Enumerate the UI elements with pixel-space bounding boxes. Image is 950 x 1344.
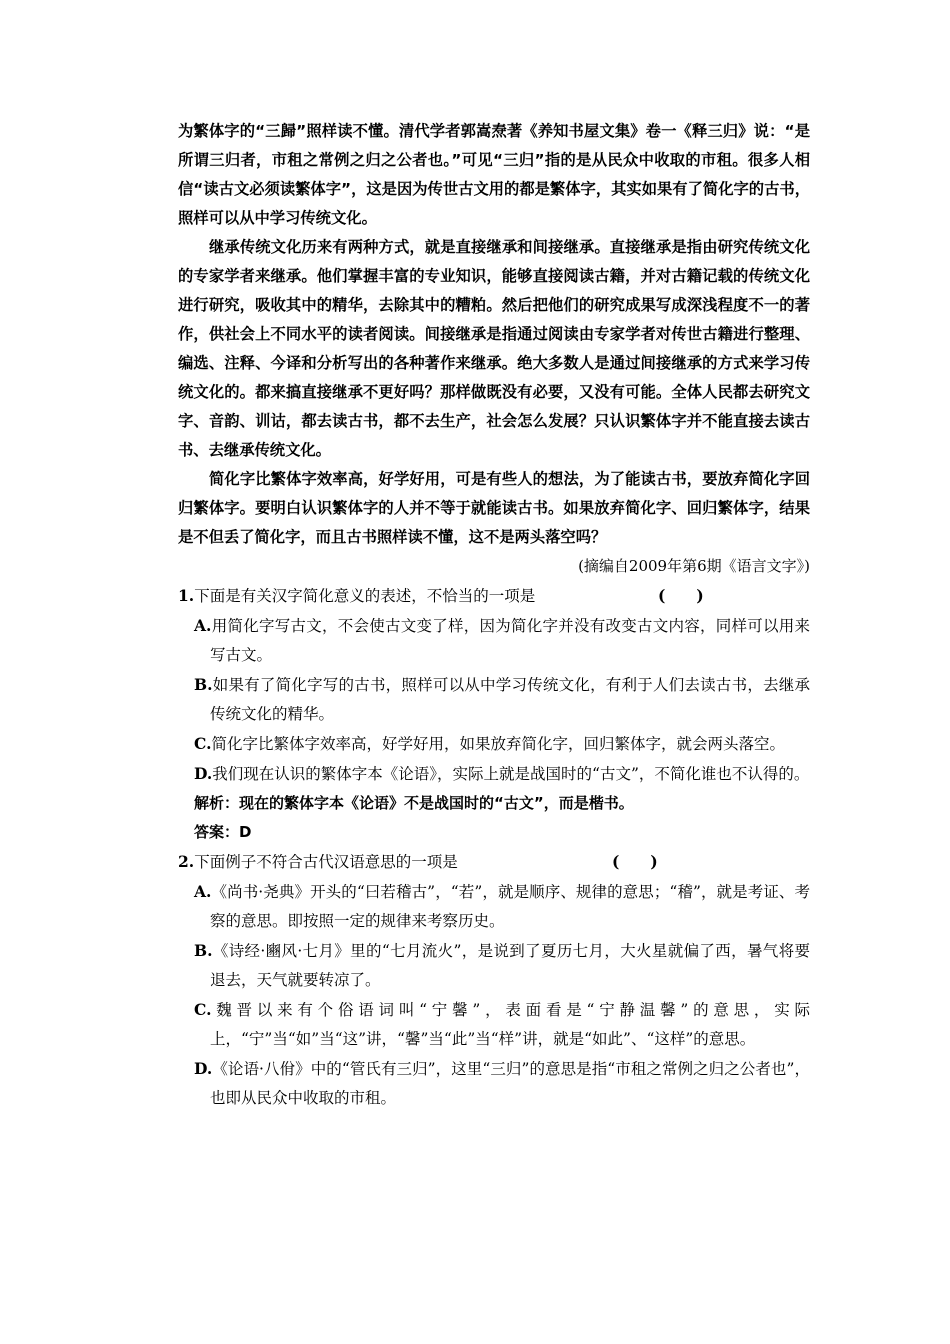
passage-source: (摘编自2009年第6期《语言文字》) xyxy=(578,557,810,575)
passage-paragraph: 简化字比繁体字效率高，好学好用，可是有些人的想法，为了能读古书，要放弃简化字回归繁体字。要明白认识繁体字的人并不等于就能读古书。如果放弃简化字、回归繁体字，结果是不但丢了简化字，而且古书照样读不懂，这不是两头落空吗？ xyxy=(178,470,810,546)
option-text: 简化字比繁体字效率高，好学好用，如果放弃简化字，回归繁体字，就会两头落空。 xyxy=(211,735,785,753)
option-text: 《论语·八佾》中的“管氏有三归”，这里“三归”的意思是指“市租之常例之归之公者也”，也即从民众中收取的市租。 xyxy=(210,1060,810,1107)
answer-text: 答案：D xyxy=(194,823,252,841)
question-number: 2. xyxy=(178,852,195,871)
option-letter: D. xyxy=(194,1059,213,1078)
option-letter: C. xyxy=(194,734,212,753)
question-stem xyxy=(178,581,810,611)
option-letter: A. xyxy=(194,616,212,635)
option-b xyxy=(194,670,810,729)
option-text: 如果有了简化字写的古书，照样可以从中学习传统文化，有利于人们去读古书，去继承传统文化的精华。 xyxy=(210,676,810,723)
option-c xyxy=(194,995,810,1054)
question-2 xyxy=(178,847,810,1113)
question-1 xyxy=(178,581,810,847)
question-text: 下面例子不符合古代汉语意思的一项是 xyxy=(194,853,458,871)
passage-paragraph: 为繁体字的“三歸”照样读不懂。清代学者郭嵩焘著《养知书屋文集》卷一《释三归》说：“是所谓三归者，市租之常例之归之公者也。”可见“三归”指的是从民众中收取的市租。很多人相信“读古文必须读繁体字”，这是因为传世古文用的都是繁体字，其实如果有了简化字的古书，照样可以从中学习传统文化。 xyxy=(178,122,810,227)
reading-passage xyxy=(178,117,810,552)
option-text: 《诗经·豳风·七月》里的“七月流火”，是说到了夏历七月，大火星就偏了西，暑气将要退去，天气就要转凉了。 xyxy=(210,942,810,989)
answer-blank: ( ) xyxy=(658,586,704,605)
option-letter: C. xyxy=(194,1000,212,1019)
document-page xyxy=(178,117,810,1113)
option-letter: D. xyxy=(194,764,213,783)
option-b xyxy=(194,936,810,995)
option-c xyxy=(194,729,810,759)
option-text: 我们现在认识的繁体字本《论语》，实际上就是战国时的“古文”，不简化谁也不认得的。 xyxy=(212,765,810,783)
question-stem xyxy=(178,847,810,877)
passage-paragraph: 继承传统文化历来有两种方式，就是直接继承和间接继承。直接继承是指由研究传统文化的专家学者来继承。他们掌握丰富的专业知识，能够直接阅读古籍，并对古籍记载的传统文化进行研究，吸收其中的精华，去除其中的糟粕。然后把他们的研究成果写成深浅程度不一的著作，供社会上不同水平的读者阅读。间接继承是指通过阅读由专家学者对传世古籍进行整理、编选、注释、今译和分析写出的各种著作来继承。绝大多数人是通过间接继承的方式来学习传统文化的。都来搞直接继承不更好吗？那样做既没有必要，又没有可能。全体人民都去研究文字、音韵、训诂，都去读古书，都不去生产，社会怎么发展？只认识繁体字并不能直接去读古书、去继承传统文化。 xyxy=(178,238,810,459)
option-text: 魏晋以来有个俗语词叫“宁馨”，表面看是“宁静温馨”的意思，实际上，“宁”当“如”当“这”讲，“馨”当“此”当“样”讲，就是“如此”、“这样”的意思。 xyxy=(210,1001,810,1048)
option-a xyxy=(194,877,810,936)
option-letter: B. xyxy=(194,941,213,960)
option-a xyxy=(194,611,810,670)
option-d xyxy=(194,1054,810,1113)
option-letter: A. xyxy=(194,882,212,901)
option-text: 《尚书·尧典》开头的“曰若稽古”，“若”，就是顺序、规律的意思；“稽”，就是考证、考察的意思。即按照一定的规律来考察历史。 xyxy=(210,883,810,930)
option-text: 用简化字写古文，不会使古文变了样，因为简化字并没有改变古文内容，同样可以用来写古文。 xyxy=(210,617,810,664)
answer-blank: ( ) xyxy=(612,852,658,871)
analysis-text: 解析：现在的繁体字本《论语》不是战国时的“古文”，而是楷书。 xyxy=(194,794,634,812)
question-text: 下面是有关汉字简化意义的表述，不恰当的一项是 xyxy=(194,587,536,605)
option-letter: B. xyxy=(194,675,213,694)
question-number: 1. xyxy=(178,586,195,605)
option-d xyxy=(194,759,810,789)
